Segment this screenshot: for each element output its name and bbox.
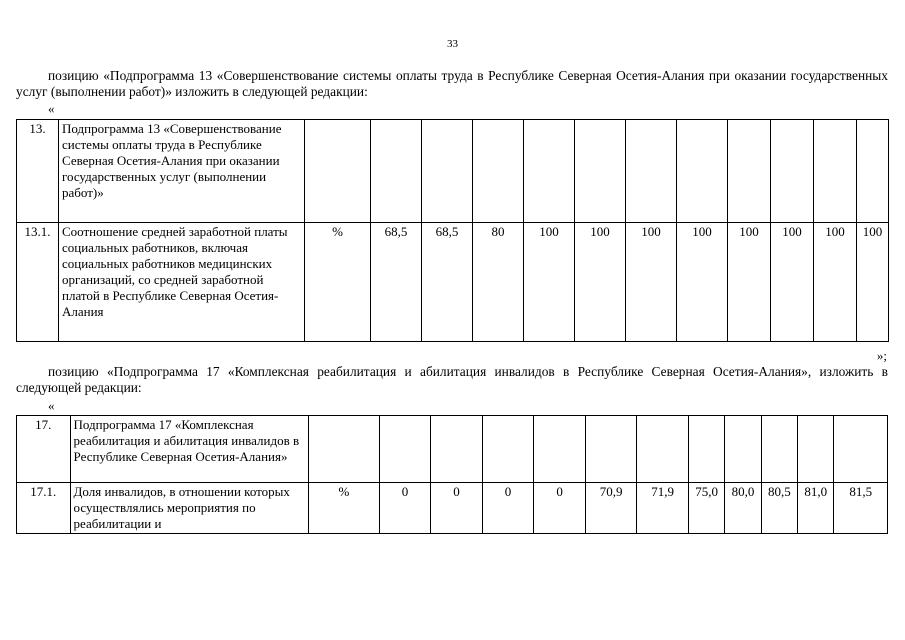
value-cell: 81,0 xyxy=(798,483,834,534)
value-cell: 70,9 xyxy=(585,483,637,534)
value-cell: 100 xyxy=(575,223,626,342)
value-cell: 100 xyxy=(626,223,677,342)
value-cell: 0 xyxy=(431,483,483,534)
value-cell: 71,9 xyxy=(637,483,689,534)
value-cell: 100 xyxy=(771,223,814,342)
value-cell xyxy=(814,120,857,223)
value-cell xyxy=(371,120,422,223)
table-row xyxy=(17,120,889,223)
table-row xyxy=(17,416,888,483)
value-cell xyxy=(677,120,728,223)
value-cell xyxy=(473,120,524,223)
row-title: Доля инвалидов, в отношении которых осуществлялись мероприятия по реабилитации и xyxy=(70,483,308,534)
value-cell: 68,5 xyxy=(371,223,422,342)
value-cell: 100 xyxy=(857,223,889,342)
value-cell xyxy=(379,416,431,483)
table-row xyxy=(17,223,889,342)
value-cell xyxy=(626,120,677,223)
value-cell: 81,5 xyxy=(834,483,888,534)
unit-cell xyxy=(309,416,380,483)
value-cell: 80,0 xyxy=(725,483,761,534)
value-cell: 80 xyxy=(473,223,524,342)
row-title: Подпрограмма 13 «Совершенствование системы оплаты труда в Республике Северная Осетия-Алания при оказании государственных услуг (выполнении работ)» xyxy=(59,120,305,223)
unit-cell: % xyxy=(305,223,371,342)
table-subprogram-17 xyxy=(16,415,888,534)
value-cell: 100 xyxy=(728,223,771,342)
paragraph-subprogram-17: позицию «Подпрограмма 17 «Комплексная реабилитация и абилитация инвалидов в Республике Северная Осетия-Алания», изложить в следующей редакции: xyxy=(16,364,888,395)
value-cell xyxy=(761,416,797,483)
paragraph-subprogram-13: позицию «Подпрограмма 13 «Совершенствование системы оплаты труда в Республике Северная Осетия-Алания при оказании государственных услуг (выполнении работ)» изложить в следующей редакции: xyxy=(16,68,888,99)
row-number: 13.1. xyxy=(17,223,59,342)
value-cell xyxy=(431,416,483,483)
value-cell: 100 xyxy=(677,223,728,342)
value-cell xyxy=(524,120,575,223)
row-number: 13. xyxy=(17,120,59,223)
row-title: Подпрограмма 17 «Комплексная реабилитация и абилитация инвалидов в Республике Северная Осетия-Алания» xyxy=(70,416,308,483)
value-cell: 0 xyxy=(482,483,534,534)
value-cell: 100 xyxy=(814,223,857,342)
table-subprogram-13 xyxy=(16,119,889,342)
value-cell: 100 xyxy=(524,223,575,342)
value-cell xyxy=(771,120,814,223)
value-cell xyxy=(585,416,637,483)
value-cell xyxy=(482,416,534,483)
table-row xyxy=(17,483,888,534)
value-cell xyxy=(575,120,626,223)
value-cell: 68,5 xyxy=(422,223,473,342)
value-cell xyxy=(728,120,771,223)
value-cell xyxy=(422,120,473,223)
value-cell xyxy=(857,120,889,223)
quote-open-2: « xyxy=(48,398,55,413)
row-number: 17.1. xyxy=(17,483,71,534)
unit-cell xyxy=(305,120,371,223)
value-cell xyxy=(798,416,834,483)
row-number: 17. xyxy=(17,416,71,483)
unit-cell: % xyxy=(309,483,380,534)
value-cell xyxy=(834,416,888,483)
value-cell xyxy=(725,416,761,483)
row-title: Соотношение средней заработной платы социальных работников, включая социальных работников медицинских организаций, со средней заработной платой в Республике Северная Осетия-Алания xyxy=(59,223,305,342)
value-cell xyxy=(534,416,586,483)
value-cell xyxy=(688,416,724,483)
value-cell: 0 xyxy=(379,483,431,534)
quote-close: »; xyxy=(876,348,887,363)
page-number: 33 xyxy=(447,38,458,50)
value-cell: 75,0 xyxy=(688,483,724,534)
value-cell: 80,5 xyxy=(761,483,797,534)
value-cell: 0 xyxy=(534,483,586,534)
value-cell xyxy=(637,416,689,483)
quote-open-1: « xyxy=(48,101,55,116)
